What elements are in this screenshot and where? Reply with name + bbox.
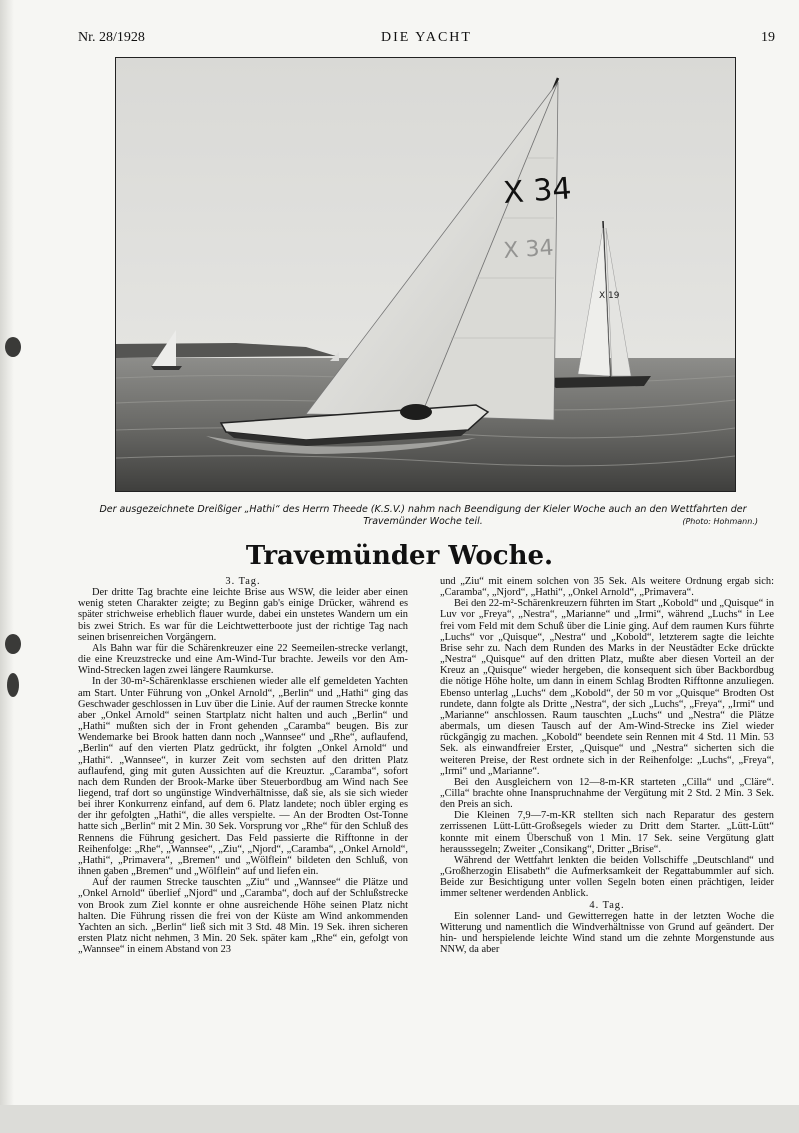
sail-number-small: X 19 — [599, 291, 620, 301]
page-number: 19 — [761, 30, 775, 45]
article-paragraph: und „Ziu“ mit einem solchen von 35 Sek. Als weitere Ordnung ergab sich: „Caramba“, „Njord“, „Hathi“, „Onkel Arnold“, „Primavera“. — [440, 576, 774, 599]
article-paragraph: Auf der raumen Strecke tauschten „Ziu“ und „Wannsee“ die Plätze und „Onkel Arnold“ überlief „Njord“ und „Caramba“, doch auf der Schlußstrecke von Brook zum Ziel konnte er ohne ausreichende Höhe seinen Platz nicht halten. Die Führung rissen die frei von der Küste am Wind ankommenden Yachten an sich. „Berlin“ ließ sich mit 3 Std. 48 Min. 19 Sek. ihren sicheren ersten Platz nicht nehmen, 3 Min. 20 Sek. später kam „Rhe“ ein, gefolgt von „Wannsee“ in einem Abstand von 23 — [78, 877, 408, 956]
sail-number-main: X 34 — [502, 171, 573, 211]
article-paragraph: Der dritte Tag brachte eine leichte Brise aus WSW, die leider aber einen wenig steten Charakter zeigte; zu Beginn gab's einige Drücker, während es später strichweise erheblich flauer wurde, dabei ein unstetes Wandern um ein bis zwei Strich. Es war für die Leichtwetterboote just der richtige Tag nach seinen brisenreichen Vorgängern. — [78, 587, 408, 643]
section-heading: 3. Tag. — [225, 576, 261, 587]
sail-number-shadow: X 34 — [502, 235, 555, 264]
issue-number: Nr. 28/1928 — [78, 30, 145, 45]
photo-caption — [88, 504, 758, 528]
scan-background — [0, 1105, 799, 1133]
magazine-title: DIE YACHT — [381, 30, 472, 45]
article-column-left — [78, 576, 408, 955]
article-paragraph: In der 30-m²-Schärenklasse erschienen wieder alle elf gemeldeten Yachten am Start. Unter Führung von „Onkel Arnold“, „Berlin“ und „Hathi“ ging das Geschwader geschlossen in Luv über die Linie. Auf der raumen Strecke konnte aber „Onkel Arnold“ seinen Startplatz nicht halten und auch „Berlin“ und „Hathi“ mußten sich der in Front gehenden „Caramba“ beugen. Bis zur Wendemarke bei Brook hatten dann noch „Wannsee“ und „Rhe“, auflaufend, „Berlin“ auf den vierten Platz gedrückt, ihr folgten „Onkel Arnold“ und „Hathi“. „Wannsee“, in kurzer Zeit vom sechsten auf den dritten Platz auflaufend, ging mit guten Aussichten auf die Kreuztur. „Caramba“, sofort nach dem Runden der Brook-Marke über Steuerbordbug am Wind nach See liegend, traf dort so ungünstige Windverhältnisse, daß sie, als sie sich wieder bei ihrer Konkurrenz einfand, auf dem 6. Platz landete; noch übler erging es der ihr gefolgten „Hathi“, die alles verspielte. — An der Brodten Ost-Tonne hatte sich „Berlin“ mit 2 Min. 30 Sek. Vorsprung vor „Rhe“ für den Schluß des Rennens die Führung gesichert. Das Feld passierte die Rifftonne in der Reihenfolge: „Rhe“, „Wannsee“, „Ziu“, „Njord“, „Caramba“, „Onkel Arnold“, „Hathi“, „Primavera“, „Bremen“ und „Wölflein“ bildeten den Schluß, von ihnen gaben „Bremen“ und „Wölflein“ auf und liefen ein. — [78, 676, 408, 878]
binding-hole — [5, 337, 21, 357]
article-paragraph: Bei den 22-m²-Schärenkreuzern führten im Start „Kobold“ und „Quisque“ in Luv vor „Freya“, „Nestra“, „Marianne“ und „Irmi“, während „Luchs“ in Lee frei vom Feld mit dem Schuß über die Linie ging. Auf dem raumen Kurs führte „Luchs“ vor „Quisque“, „Nestra“ und „Kobold“, letzterem sagte die leichte Brise sehr zu. Nach dem Runden des Marks in der Neustädter Ecke drückte „Nestra“ „Quisque“ auf den dritten Platz, mußte aber diesen Vorteil an der Kreuz an „Quisque“ wieder hergeben, die konsequent sich über Backbordbug die nötige Höhe holte, um dann in einem Schlag Brodten Rifftonne anzuliegen. Ebenso unterlag „Luchs“ dem „Kobold“, der 50 m vor „Quisque“ Brodten Ost rundete, dann folgte als Dritte „Nestra“, der sich „Luchs“, „Freya“, „Irmi“ und „Marianne“ anschlossen. Raum tauschten „Luchs“ und „Nestra“ die Plätze abermals, um diesen Tausch auf der Am-Wind-Strecke ins Ziel wieder rückgängig zu machen. „Kobold“ beendete sein Rennen mit 4 Std. 11 Min. 53 Sek. als einwandfreier Erster, „Quisque“ und „Nestra“ sicherten sich die weiteren Preise, der Rest ordnete sich in der Reihenfolge: „Luchs“, „Freya“, „Irmi“ und „Marianne“. — [440, 598, 774, 777]
page-header — [78, 30, 775, 48]
crew — [400, 404, 432, 420]
article-paragraph: Während der Wettfahrt lenkten die beiden Vollschiffe „Deutschland“ und „Großherzogin Elisabeth“ die Aufmerksamkeit der Regattabummler auf sich. Beide zur Besichtigung unter vollen Segeln boten einen prächtigen, leider immer seltener werdenden Anblick. — [440, 854, 774, 900]
article-paragraph: Als Bahn war für die Schärenkreuzer eine 22 Seemeilen-strecke verlangt, die eine Kreuzstrecke und eine Am-Wind-Tur brachte. Jeweils vor den Am-Wind-Strecken lagen zwei längere Raumkurse. — [78, 642, 408, 677]
photo-credit: (Photo: Hohmann.) — [682, 517, 758, 526]
article-paragraph: Die Kleinen 7,9—7-m-KR stellten sich nach Reparatur des gestern zerrissenen Lütt-Lütt-Großsegels wieder zu Dritt dem Starter. „Lütt-Lütt“ konnte mit einem Überschuß von 1 Min. 17 Sek. seine Vergütung glatt herausssegeln; Zweiter „Consikang“, Dritter „Brise“. — [440, 810, 774, 855]
article-title: Travemünder Woche. — [245, 541, 554, 571]
caption-text: Der ausgezeichnete Dreißiger „Hathi“ des Herrn Theede (K.S.V.) nahm nach Beendigung der Kieler Woche auch an den Wettfahrten der Travemünder Woche teil. — [99, 504, 747, 527]
article-paragraph: Ein solenner Land- und Gewitterregen hatte in der letzten Woche die Witterung und namentlich die Windverhältnisse von Grund auf geändert. Der hin- und herspielende leichte Wind stand um die zehnte Morgenstunde aus NNW, da aber — [440, 910, 774, 956]
binding-hole — [7, 673, 19, 697]
article-column-right — [440, 576, 774, 955]
yacht-race-image — [116, 58, 735, 491]
second-yacht-hull — [541, 376, 651, 388]
binding-hole — [5, 634, 21, 654]
section-heading: 4. Tag. — [589, 899, 625, 911]
sailing-photo — [115, 57, 736, 492]
article-paragraph: Bei den Ausgleichern von 12—8-m-KR starteten „Cilla“ und „Cläre“. „Cilla“ brachte ohne Inanspruchnahme der Vergütung mit 2 Std. 2 Min. 3 Sek. den Preis an sich. — [440, 776, 774, 811]
